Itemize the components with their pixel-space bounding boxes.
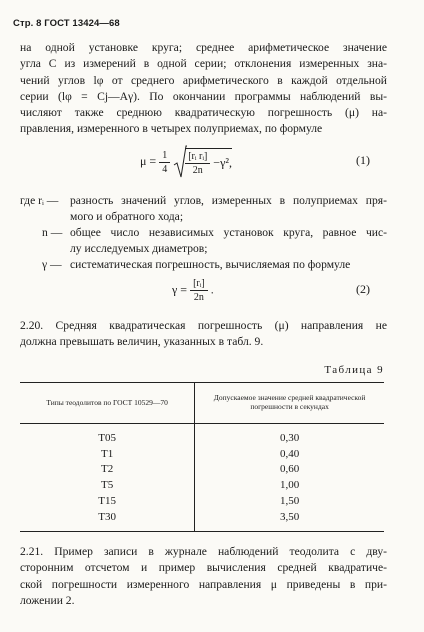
text-line: числяют также среднюю квадратическую погрешность (μ) на- <box>20 106 387 120</box>
paragraph-2-20 <box>20 318 387 351</box>
text-line: правления, измеренного в четырех полуприемах, по формуле <box>20 122 323 136</box>
text-line: серии (lφ = Cj—Aγ). По окончании программы наблюдений вы- <box>20 89 387 103</box>
cell-type: Т05 <box>20 424 195 446</box>
text-line: мого и обратного хода; <box>70 210 184 223</box>
equation-number-2: (2) <box>356 282 370 296</box>
paragraph-2-21 <box>20 544 387 609</box>
formula-2 <box>172 278 214 303</box>
cell-value: 1,50 <box>279 495 300 508</box>
text-line: сторонним отсчетом и пример вычисления средней квадратиче- <box>20 561 387 575</box>
table-row <box>20 509 384 531</box>
text-line: лу исследуемых диаметров; <box>70 242 208 255</box>
text-line: общее число независимых установок круга, равное чис- <box>70 226 387 239</box>
text-line: разность значений углов, измеренных в полуприемах пря- <box>70 194 387 207</box>
coef-numerator: 1 <box>159 150 170 163</box>
formula-lhs: γ = <box>172 282 188 297</box>
fraction-denominator: 2n <box>193 292 204 303</box>
cell-type: Т2 <box>20 462 195 478</box>
definitions-list <box>20 193 387 273</box>
formula-lhs: μ = <box>140 153 157 168</box>
cell-value: 3,50 <box>195 509 384 531</box>
definition-term: n — <box>42 226 63 239</box>
table-9 <box>20 382 384 532</box>
radicand-numerator: [rᵢ rᵢ] <box>185 151 210 164</box>
page-header: Стр. 8 ГОСТ 13424—68 <box>13 18 120 29</box>
formula-tail: . <box>210 282 214 297</box>
table-header-row <box>20 383 384 424</box>
formula-1 <box>140 145 232 179</box>
text-line: ской погрешности измеренного направления μ приведены в при- <box>20 577 387 591</box>
cell-value: 0,30 <box>279 431 300 444</box>
table-row <box>20 446 384 462</box>
fraction-numerator: [rᵢ] <box>190 278 208 291</box>
text-line: 2.20. Средняя квадратическая погрешность (μ) направления не <box>20 319 387 332</box>
cell-type: Т15 <box>20 493 195 509</box>
definition-r <box>20 193 387 225</box>
definition-n <box>20 225 387 257</box>
table-row <box>20 493 384 509</box>
text-line: на одной установке круга; среднее арифметическое значение <box>20 41 387 54</box>
text-line: ложении 2. <box>20 593 75 607</box>
text-line: систематическая погрешность, вычисляемая по формуле <box>70 258 351 271</box>
cell-value: 0,40 <box>279 447 300 460</box>
cell-type: Т5 <box>20 477 195 493</box>
cell-value: 0,60 <box>279 463 300 476</box>
table-caption: Таблица 9 <box>324 364 384 376</box>
radicand-denominator: 2n <box>192 165 203 176</box>
text-line: должна превышать величин, указанных в табл. 9. <box>20 335 264 349</box>
text-line: чений углов lφ от среднего арифметического в каждой отдельной <box>20 73 387 87</box>
formula-coefficient <box>159 150 170 175</box>
definition-term: γ — <box>42 258 62 271</box>
definition-term: где rᵢ — <box>20 194 59 207</box>
coef-denominator: 4 <box>162 163 168 175</box>
cell-value: 1,00 <box>279 479 300 492</box>
text-line: угла C из измерений в одной серии; отклонения измеренных зна- <box>20 57 387 71</box>
table-row <box>20 462 384 478</box>
column-header-theodolite-type: Типы теодолитов по ГОСТ 10529—70 <box>20 383 195 424</box>
radicand <box>185 148 232 176</box>
paragraph-intro <box>20 40 387 138</box>
table-row <box>20 424 384 446</box>
table-row <box>20 477 384 493</box>
text-line: 2.21. Пример записи в журнале наблюдений теодолита с дву- <box>20 545 387 558</box>
formula-tail: −γ², <box>213 155 232 170</box>
equation-number-1: (1) <box>356 153 370 167</box>
cell-type: Т30 <box>20 509 195 531</box>
formula-fraction <box>190 278 208 303</box>
definition-gamma <box>20 257 387 273</box>
cell-type: Т1 <box>20 446 195 462</box>
radicand-fraction <box>185 151 210 176</box>
column-header-allowed-error: Допускаемое значение средней квадратической погрешности в секундах <box>195 383 384 424</box>
